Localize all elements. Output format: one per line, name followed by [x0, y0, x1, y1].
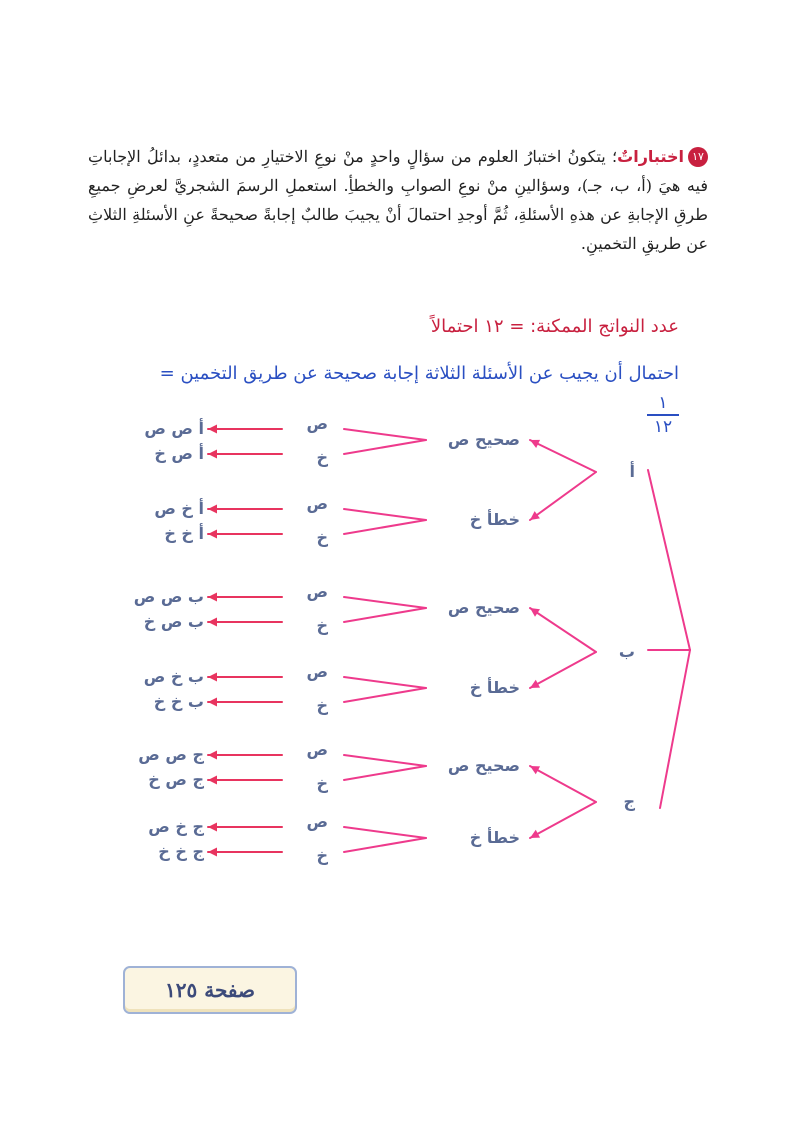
fork-upper-3-1 [344, 755, 426, 766]
level3-wrong-3-2: خ [316, 846, 328, 865]
outcome-arrow-11-head [208, 823, 217, 832]
question-number-badge: ١٧ [688, 147, 708, 167]
outcome-arrow-2-head [208, 450, 217, 459]
level2-correct-2: صحيح ص [447, 598, 520, 617]
outcome-arrow-8-head [208, 698, 217, 707]
fork-lower-1-2 [344, 520, 426, 534]
level3-wrong-2-1: خ [316, 616, 328, 635]
level3-correct-2-1: ص [306, 582, 328, 601]
question-text: يتكونُ اختبارُ العلوم من سؤالٍ واحدٍ منْ نوعِ الاختيارِ من متعددٍ، بدائلُ الإجاباتِ فيه هيَ (أ، ب، جـ)، وسؤالينِ منْ نوعِ الصوابِ والخطأِ. استعملِ الرسمَ الشجريَّ لعرضِ جميعِ طرقِ الإجابةِ عن هذهِ الأسئلةِ، ثُمَّ أوجدِ احتمالَ أنْ يجيبَ طالبٌ إجابةً صحيحةً عنِ الأسئلةِ الثلاثِ عن طريقِ التخمينِ. [88, 147, 708, 253]
outcome-1: أ ص ص [144, 419, 204, 438]
root-label-2: ب [618, 642, 635, 661]
level3-correct-3-1: ص [306, 740, 328, 759]
fork-upper-2-2 [344, 677, 426, 688]
outcome-11: ج خ ص [148, 817, 204, 836]
level3-correct-2-2: ص [306, 662, 328, 681]
level2-correct-3: صحيح ص [447, 756, 520, 775]
root-label-1: أ [629, 462, 635, 481]
outcome-8: ب خ خ [153, 692, 204, 711]
outcome-2: أ ص خ [154, 444, 204, 463]
fork-lower-3-2 [344, 838, 426, 852]
outcome-arrow-5-head [208, 593, 217, 602]
level3-correct-3-2: ص [306, 812, 328, 831]
root-branch-c [660, 650, 690, 808]
outcome-arrow-9-head [208, 751, 217, 760]
outcome-arrow-6-head [208, 618, 217, 627]
branch-to-correct-2-head [530, 608, 540, 617]
level2-correct-1: صحيح ص [447, 430, 520, 449]
outcome-arrow-12-head [208, 848, 217, 857]
outcome-9: ج ص ص [138, 745, 204, 764]
outcome-arrow-3-head [208, 505, 217, 514]
title-separator: ؛ [612, 147, 618, 166]
branch-to-correct-3-shaft [530, 766, 596, 802]
outcome-arrow-7-head [208, 673, 217, 682]
branch-to-wrong-3-shaft [530, 802, 596, 838]
fork-upper-1-2 [344, 509, 426, 520]
fork-lower-2-1 [344, 608, 426, 622]
fork-lower-3-1 [344, 766, 426, 780]
root-label-3: ج [623, 792, 635, 811]
fork-lower-1-1 [344, 440, 426, 454]
branch-to-correct-1-shaft [530, 440, 596, 472]
fork-upper-3-2 [344, 827, 426, 838]
level2-wrong-3: خطأ خ [469, 828, 520, 847]
outcomes-count-line: عدد النواتج الممكنة: = ١٢ احتمالاً [430, 316, 679, 337]
level3-wrong-1-1: خ [316, 448, 328, 467]
branch-to-wrong-1-head [530, 511, 540, 520]
fraction-denominator: ١٢ [653, 417, 673, 437]
level3-correct-1-1: ص [306, 414, 328, 433]
branch-to-wrong-1-shaft [530, 472, 596, 520]
outcome-arrow-1-head [208, 425, 217, 434]
branch-to-correct-2-shaft [530, 608, 596, 652]
level2-wrong-1: خطأ خ [469, 510, 520, 529]
root-branch-a [648, 470, 690, 650]
page-number: صفحة ١٢٥ [165, 978, 255, 1002]
fraction-numerator: ١ [658, 393, 668, 413]
probability-line: احتمال أن يجيب عن الأسئلة الثلاثة إجابة صحيحة عن طريق التخمين = [159, 363, 679, 384]
fork-upper-1-1 [344, 429, 426, 440]
outcome-arrow-4-head [208, 530, 217, 539]
question-title: اختباراتٌ [617, 147, 684, 166]
fork-upper-2-1 [344, 597, 426, 608]
level3-wrong-3-1: خ [316, 774, 328, 793]
level3-correct-1-2: ص [306, 494, 328, 513]
outcome-5: ب ص ص [133, 587, 204, 606]
level3-wrong-1-2: خ [316, 528, 328, 547]
outcome-7: ب خ ص [143, 667, 204, 686]
level3-wrong-2-2: خ [316, 696, 328, 715]
outcome-4: أ خ خ [164, 524, 204, 543]
outcome-6: ب ص خ [143, 612, 204, 631]
outcome-3: أ خ ص [154, 499, 204, 518]
outcome-10: ج ص خ [148, 770, 204, 789]
fork-lower-2-2 [344, 688, 426, 702]
outcome-arrow-10-head [208, 776, 217, 785]
page-number-box [123, 966, 297, 1014]
level2-wrong-2: خطأ خ [469, 678, 520, 697]
branch-to-wrong-2-shaft [530, 652, 596, 688]
outcome-12: ج خ خ [158, 842, 204, 861]
